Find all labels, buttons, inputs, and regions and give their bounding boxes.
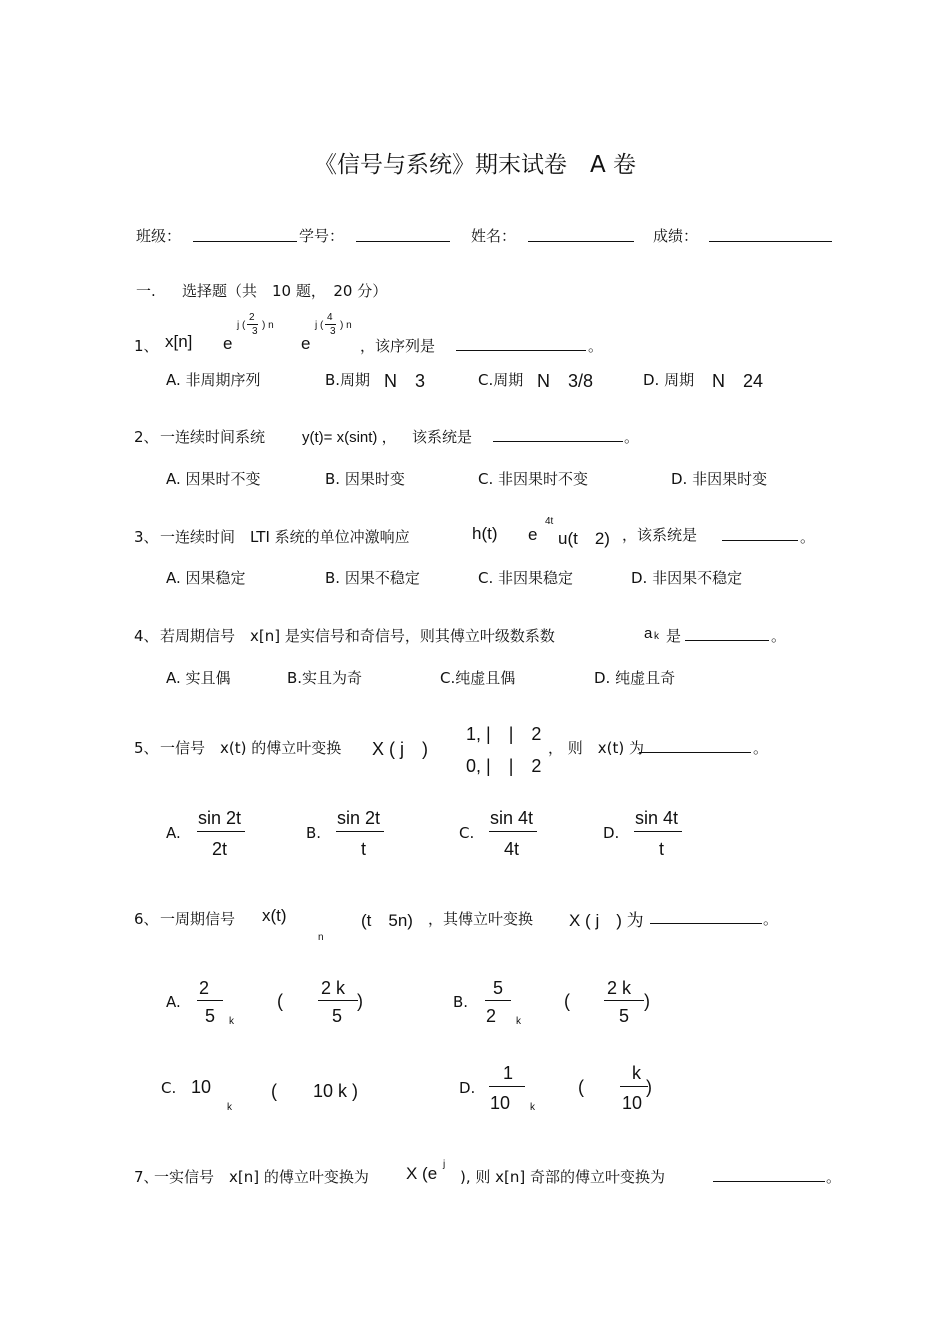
- option-a-label[interactable]: A.: [166, 824, 181, 842]
- option-d-inner-denominator: 10: [622, 1093, 643, 1113]
- option-c-expression: ( 10 k ): [271, 1081, 359, 1101]
- score-field[interactable]: [709, 241, 832, 242]
- question-end: 。: [753, 739, 769, 757]
- option-c[interactable]: C. 非因果时不变: [478, 470, 589, 488]
- math-expression: y(t)= x(sint) ，: [302, 429, 397, 446]
- fraction-bar: [197, 831, 245, 832]
- option-a-denominator: 5: [205, 1006, 216, 1026]
- summation-subscript: k: [229, 1016, 234, 1027]
- option-b-value: N 3: [384, 371, 426, 391]
- math-X-ejw: X (e: [406, 1164, 438, 1183]
- option-a[interactable]: A. 非周期序列: [166, 371, 261, 389]
- summation-subscript: k: [227, 1102, 232, 1113]
- option-b-denominator: 2: [486, 1006, 497, 1026]
- fraction-bar: [336, 831, 384, 832]
- class-field[interactable]: [193, 241, 297, 242]
- name-label: 姓名：: [471, 227, 517, 245]
- summation-subscript: k: [516, 1016, 521, 1027]
- fraction-bar: [489, 1086, 525, 1087]
- option-a-inner-denominator: 5: [332, 1006, 343, 1026]
- option-d-numerator: 1: [503, 1063, 514, 1083]
- answer-blank[interactable]: [493, 441, 623, 442]
- option-c-denominator: 4t: [504, 839, 520, 859]
- question-stem: 一实信号 x[n] 的傅立叶变换为: [154, 1168, 369, 1186]
- answer-blank[interactable]: [722, 540, 798, 541]
- option-b-label[interactable]: B.: [453, 993, 469, 1011]
- math-a-k: a: [644, 625, 653, 642]
- option-c[interactable]: C.纯虚且偶: [440, 669, 516, 687]
- option-d[interactable]: D. 非因果时变: [671, 470, 768, 488]
- option-a-label[interactable]: A.: [166, 993, 181, 1011]
- option-a[interactable]: A. 因果时不变: [166, 470, 261, 488]
- option-d-inner-numerator: k: [632, 1063, 641, 1083]
- question-number: 2、: [134, 428, 159, 446]
- question-stem: ，其傅立叶变换: [428, 910, 534, 928]
- question-stem: ， 则 x(t) 为: [548, 739, 644, 757]
- option-b-label[interactable]: B.周期: [325, 371, 371, 389]
- option-b-label[interactable]: B.: [306, 824, 322, 842]
- answer-blank[interactable]: [685, 640, 769, 641]
- question-end: 。: [588, 337, 604, 355]
- question-stem: ), 则 x[n] 奇部的傅立叶变换为: [460, 1168, 666, 1186]
- math-expression: (t 5n): [361, 911, 413, 930]
- piecewise-case-1: 1, | | 2: [466, 724, 542, 744]
- option-d-value: N 24: [712, 371, 764, 391]
- paren: (: [564, 991, 570, 1011]
- math-e: e: [223, 334, 233, 353]
- option-d-label[interactable]: D.: [603, 824, 620, 842]
- option-d[interactable]: D. 纯虚且奇: [594, 669, 676, 687]
- question-number: 6、: [134, 910, 159, 928]
- math-e: e: [528, 525, 538, 544]
- fraction-bar: [197, 1000, 223, 1001]
- paren: (: [578, 1077, 584, 1097]
- exponent: ) n: [262, 320, 274, 331]
- section-number: 一.: [136, 282, 156, 300]
- fraction-bar: [318, 1000, 358, 1001]
- answer-blank[interactable]: [650, 923, 762, 924]
- question-end: 。: [624, 428, 640, 446]
- fraction-bar: [634, 831, 682, 832]
- option-b[interactable]: B.实且为奇: [287, 669, 363, 687]
- question-number: 1、: [134, 337, 159, 355]
- paren: ): [644, 991, 650, 1011]
- student-no-label: 学号：: [299, 227, 345, 245]
- option-a-denominator: 2t: [212, 839, 228, 859]
- fraction-bar: [604, 1000, 644, 1001]
- question-stem: 若周期信号 x[n] 是实信号和奇信号，则其傅立叶级数系数: [160, 627, 555, 645]
- exponent: j (: [237, 320, 246, 331]
- answer-blank[interactable]: [639, 752, 751, 753]
- exponent: 2: [249, 312, 255, 323]
- answer-blank[interactable]: [713, 1181, 825, 1182]
- fraction-bar: [247, 324, 258, 325]
- option-d-label[interactable]: D.: [459, 1079, 476, 1097]
- fraction-bar: [485, 1000, 511, 1001]
- fraction-bar: [620, 1086, 648, 1087]
- option-d-label[interactable]: D. 周期: [643, 371, 695, 389]
- math-X-jw: X ( j ) 为: [569, 911, 644, 930]
- option-d-denominator: 10: [490, 1093, 511, 1113]
- question-stem: 一信号 x(t) 的傅立叶变换: [160, 739, 342, 757]
- option-b-numerator: sin 2t: [337, 808, 381, 828]
- option-c-value: N 3/8: [537, 371, 594, 391]
- question-number: 5、: [134, 739, 159, 757]
- math-h-t: h(t): [472, 524, 498, 543]
- section-title: 选择题（共 10 题， 20 分）: [182, 282, 388, 300]
- summation-subscript: k: [530, 1102, 535, 1113]
- question-stem: 一连续时间 LTI 系统的单位冲激响应: [160, 528, 410, 546]
- option-c-numerator: sin 4t: [490, 808, 534, 828]
- exponent: j (: [315, 320, 324, 331]
- option-b[interactable]: B. 因果时变: [325, 470, 405, 488]
- paren: ): [357, 991, 363, 1011]
- option-b-inner-numerator: 2 k: [607, 978, 632, 998]
- question-stem: 一连续时间系统: [160, 428, 266, 446]
- subscript: k: [654, 631, 659, 642]
- question-stem: 是: [666, 627, 682, 645]
- option-b[interactable]: B. 因果不稳定: [325, 569, 420, 587]
- math-e: e: [301, 334, 311, 353]
- math-X-jw: X ( j ): [372, 739, 428, 759]
- class-label: 班级：: [136, 227, 182, 245]
- question-number: 7、: [134, 1168, 159, 1186]
- option-d-denominator: t: [659, 839, 665, 859]
- option-a[interactable]: A. 因果稳定: [166, 569, 246, 587]
- math-x-t: x(t): [262, 906, 287, 925]
- exponent: 4: [327, 312, 333, 323]
- option-d-numerator: sin 4t: [635, 808, 679, 828]
- question-stem: ，该序列是: [360, 337, 436, 355]
- name-field[interactable]: [528, 241, 634, 242]
- option-d[interactable]: D. 非因果不稳定: [631, 569, 743, 587]
- exponent: 3: [330, 326, 336, 337]
- math-x-n: x[n]: [165, 332, 193, 351]
- option-c[interactable]: C. 非因果稳定: [478, 569, 574, 587]
- piecewise-case-2: 0, | | 2: [466, 756, 542, 776]
- question-end: 。: [800, 528, 816, 546]
- exponent: 3: [252, 326, 258, 337]
- summation-subscript: n: [318, 932, 324, 943]
- question-stem: 该系统是: [412, 428, 473, 446]
- option-b-inner-denominator: 5: [619, 1006, 630, 1026]
- question-number: 4、: [134, 627, 159, 645]
- answer-blank[interactable]: [456, 350, 586, 351]
- option-a[interactable]: A. 实且偶: [166, 669, 231, 687]
- page-title: 《信号与系统》期末试卷 A 卷: [313, 152, 637, 178]
- option-b-denominator: t: [361, 839, 367, 859]
- option-a-inner-numerator: 2 k: [321, 978, 346, 998]
- option-c-label[interactable]: C.: [161, 1079, 177, 1097]
- question-end: 。: [826, 1168, 842, 1186]
- fraction-bar: [489, 831, 537, 832]
- fraction-bar: [325, 324, 336, 325]
- math-u: u(t 2): [558, 529, 610, 548]
- paren: (: [277, 991, 283, 1011]
- question-stem: 一周期信号: [160, 910, 236, 928]
- option-c-coefficient: 10: [191, 1077, 212, 1097]
- question-stem: ，该系统是: [622, 526, 698, 544]
- paren: ): [646, 1077, 652, 1097]
- score-label: 成绩：: [653, 227, 699, 245]
- option-a-numerator: 2: [199, 978, 210, 998]
- question-end: 。: [771, 627, 787, 645]
- option-c-label[interactable]: C.: [459, 824, 475, 842]
- option-c-label[interactable]: C.周期: [478, 371, 524, 389]
- exponent: j: [443, 1159, 446, 1170]
- question-end: 。: [763, 910, 779, 928]
- option-b-numerator: 5: [493, 978, 504, 998]
- question-number: 3、: [134, 528, 159, 546]
- option-a-numerator: sin 2t: [198, 808, 242, 828]
- exponent: ) n: [340, 320, 352, 331]
- exponent: 4t: [545, 516, 554, 527]
- student-no-field[interactable]: [356, 241, 450, 242]
